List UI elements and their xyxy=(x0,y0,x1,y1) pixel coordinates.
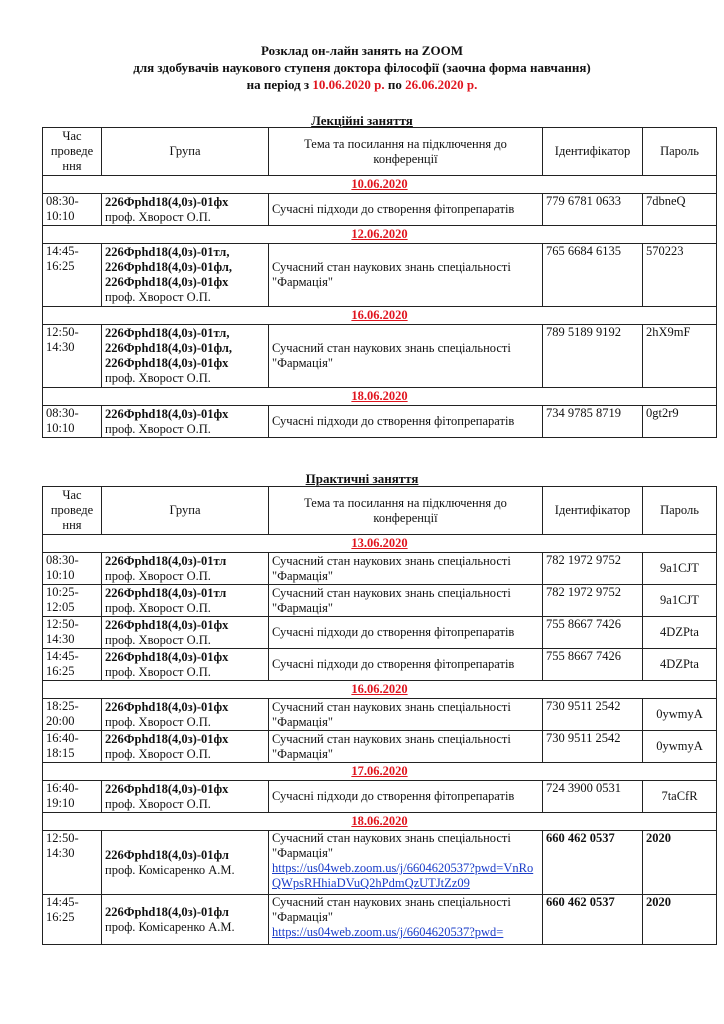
conference-id-cell: 782 1972 9752 xyxy=(543,585,643,617)
group-code: 226Фрhd18(4,0з)-01фх xyxy=(105,699,229,714)
time-cell: 16:40-18:15 xyxy=(43,731,102,763)
teacher-name: проф. Хворост О.П. xyxy=(105,632,211,647)
group-code: 226Фрhd18(4,0з)-01фх xyxy=(105,406,229,421)
password-cell: 9a1CJT xyxy=(643,585,717,617)
column-header-time: Час проведе ння xyxy=(43,487,102,535)
table-row xyxy=(43,585,717,617)
table-row xyxy=(43,895,717,945)
header-period: на період з 10.06.2020 р. по 26.06.2020 р. xyxy=(246,77,478,92)
date-cell: 12.06.2020 xyxy=(43,226,717,244)
column-header-id: Ідентифікатор xyxy=(543,128,643,176)
conference-id-cell: 755 8667 7426 xyxy=(543,617,643,649)
column-header-time: Час проведе ння xyxy=(43,128,102,176)
date-row xyxy=(43,307,717,325)
date-cell: 16.06.2020 xyxy=(43,681,717,699)
group-code: 226Фрhd18(4,0з)-01фх xyxy=(105,194,229,209)
group-code: 226Фрhd18(4,0з)-01фл xyxy=(105,904,229,919)
column-header-group: Група xyxy=(102,487,269,535)
time-cell: 14:45-16:25 xyxy=(43,244,102,307)
table-header-row xyxy=(43,128,717,176)
time-cell: 10:25-12:05 xyxy=(43,585,102,617)
conference-id-cell: 782 1972 9752 xyxy=(543,553,643,585)
date-row xyxy=(43,176,717,194)
group-code: 226Фрhd18(4,0з)-01фл, xyxy=(105,341,232,355)
group-cell xyxy=(102,617,269,649)
column-header-topic: Тема та посилання на підключення до конференції xyxy=(269,487,543,535)
group-code: 226Фрhd18(4,0з)-01тл, xyxy=(105,326,230,340)
password-cell: 7taCfR xyxy=(643,781,717,813)
period-end: 26.06.2020 р. xyxy=(405,77,478,92)
teacher-name: проф. Хворост О.П. xyxy=(105,664,211,679)
practicals-table xyxy=(42,486,717,945)
topic-text: Сучасні підходи до створення фітопрепаратів xyxy=(272,625,515,639)
topic-cell xyxy=(269,731,543,763)
topic-cell xyxy=(269,895,543,945)
topic-text: Сучасні підходи до створення фітопрепаратів xyxy=(272,414,515,428)
table-row xyxy=(43,699,717,731)
group-code: 226Фрhd18(4,0з)-01фл xyxy=(105,847,229,862)
group-code: 226Фрhd18(4,0з)-01тл, xyxy=(105,245,230,259)
date-row xyxy=(43,226,717,244)
time-cell: 12:50-14:30 xyxy=(43,617,102,649)
topic-cell xyxy=(269,781,543,813)
header-title: Розклад он-лайн занять на ZOOM xyxy=(261,43,463,58)
date-row xyxy=(43,388,717,406)
table-row xyxy=(43,649,717,681)
time-cell: 12:50-14:30 xyxy=(43,831,102,895)
topic-text: Сучасні підходи до створення фітопрепаратів xyxy=(272,202,515,216)
time-cell: 08:30-10:10 xyxy=(43,194,102,226)
password-cell: 2020 xyxy=(643,895,717,945)
group-code: 226Фрhd18(4,0з)-01тл xyxy=(105,553,227,568)
teacher-name: проф. Хворост О.П. xyxy=(105,371,211,385)
period-start: 10.06.2020 р. xyxy=(312,77,385,92)
column-header-id: Ідентифікатор xyxy=(543,487,643,535)
password-cell: 0ywmyA xyxy=(643,731,717,763)
lectures-title: Лекційні заняття xyxy=(311,113,413,128)
table-row xyxy=(43,617,717,649)
group-cell xyxy=(102,194,269,226)
password-cell: 570223 xyxy=(643,244,717,307)
time-cell: 14:45-16:25 xyxy=(43,895,102,945)
password-cell: 4DZPta xyxy=(643,617,717,649)
topic-cell xyxy=(269,649,543,681)
group-cell xyxy=(102,895,269,945)
topic-text: Сучасний стан наукових знань спеціальності "Фармація" xyxy=(272,585,511,615)
group-cell xyxy=(102,781,269,813)
topic-cell xyxy=(269,699,543,731)
column-header-group: Група xyxy=(102,128,269,176)
table-row xyxy=(43,325,717,388)
table-row xyxy=(43,781,717,813)
password-cell: 0gt2r9 xyxy=(643,406,717,438)
table-row xyxy=(43,244,717,307)
teacher-name: проф. Хворост О.П. xyxy=(105,421,211,436)
conference-id-cell: 724 3900 0531 xyxy=(543,781,643,813)
group-code: 226Фрhd18(4,0з)-01фх xyxy=(105,356,229,370)
group-cell xyxy=(102,699,269,731)
password-cell: 2020 xyxy=(643,831,717,895)
group-cell xyxy=(102,831,269,895)
topic-cell xyxy=(269,244,543,307)
topic-text: Сучасний стан наукових знань спеціальності "Фармація" xyxy=(272,260,511,289)
date-cell: 18.06.2020 xyxy=(43,813,717,831)
date-cell: 10.06.2020 xyxy=(43,176,717,194)
date-cell: 17.06.2020 xyxy=(43,763,717,781)
table-row xyxy=(43,406,717,438)
group-code: 226Фрhd18(4,0з)-01фх xyxy=(105,649,229,664)
teacher-name: проф. Хворост О.П. xyxy=(105,746,211,761)
table-row xyxy=(43,731,717,763)
date-cell: 16.06.2020 xyxy=(43,307,717,325)
conference-id-cell: 789 5189 9192 xyxy=(543,325,643,388)
conference-id-cell: 734 9785 8719 xyxy=(543,406,643,438)
zoom-link[interactable]: https://us04web.zoom.us/j/6604620537?pwd= xyxy=(272,925,504,939)
topic-text: Сучасні підходи до створення фітопрепаратів xyxy=(272,789,515,803)
date-cell: 13.06.2020 xyxy=(43,535,717,553)
topic-text: Сучасний стан наукових знань спеціальності "Фармація" xyxy=(272,895,511,924)
topic-text: Сучасний стан наукових знань спеціальності "Фармація" xyxy=(272,699,511,729)
group-cell xyxy=(102,731,269,763)
practicals-title: Практичні заняття xyxy=(305,471,419,486)
group-cell xyxy=(102,585,269,617)
conference-id-cell: 730 9511 2542 xyxy=(543,699,643,731)
column-header-topic: Тема та посилання на підключення до конференції xyxy=(269,128,543,176)
group-cell xyxy=(102,406,269,438)
table-row xyxy=(43,194,717,226)
topic-text: Сучасні підходи до створення фітопрепаратів xyxy=(272,657,515,671)
document-header xyxy=(0,42,724,93)
teacher-name: проф. Хворост О.П. xyxy=(105,600,211,615)
zoom-link[interactable]: https://us04web.zoom.us/j/6604620537?pwd=VnRoQWpsRHhiaDVuQ2hPdmQzUTJtZz09 xyxy=(272,861,534,890)
date-row xyxy=(43,681,717,699)
password-cell: 9a1CJT xyxy=(643,553,717,585)
table-row xyxy=(43,831,717,895)
conference-id-cell: 765 6684 6135 xyxy=(543,244,643,307)
teacher-name: проф. Хворост О.П. xyxy=(105,290,211,304)
topic-cell xyxy=(269,194,543,226)
topic-cell xyxy=(269,617,543,649)
conference-id-cell: 755 8667 7426 xyxy=(543,649,643,681)
conference-id-cell: 660 462 0537 xyxy=(543,831,643,895)
group-code: 226Фрhd18(4,0з)-01фх xyxy=(105,731,229,746)
group-cell xyxy=(102,649,269,681)
teacher-name: проф. Хворост О.П. xyxy=(105,714,211,729)
group-code: 226Фрhd18(4,0з)-01фх xyxy=(105,617,229,632)
date-cell: 18.06.2020 xyxy=(43,388,717,406)
time-cell: 16:40-19:10 xyxy=(43,781,102,813)
table-header-row xyxy=(43,487,717,535)
conference-id-cell: 730 9511 2542 xyxy=(543,731,643,763)
teacher-name: проф. Хворост О.П. xyxy=(105,209,211,224)
topic-cell xyxy=(269,553,543,585)
topic-cell xyxy=(269,406,543,438)
header-subtitle: для здобувачів наукового ступеня доктора філософії (заочна форма навчання) xyxy=(133,60,591,75)
topic-cell xyxy=(269,831,543,895)
topic-text: Сучасний стан наукових знань спеціальності "Фармація" xyxy=(272,553,511,583)
group-code: 226Фрhd18(4,0з)-01фх xyxy=(105,275,229,289)
time-cell: 14:45-16:25 xyxy=(43,649,102,681)
table-row xyxy=(43,553,717,585)
topic-text: Сучасний стан наукових знань спеціальності "Фармація" xyxy=(272,831,511,860)
group-cell xyxy=(102,553,269,585)
lectures-table xyxy=(42,127,717,438)
date-row xyxy=(43,535,717,553)
password-cell: 0ywmyA xyxy=(643,699,717,731)
teacher-name: проф. Хворост О.П. xyxy=(105,568,211,583)
topic-cell xyxy=(269,585,543,617)
conference-id-cell: 779 6781 0633 xyxy=(543,194,643,226)
time-cell: 08:30-10:10 xyxy=(43,553,102,585)
password-cell: 4DZPta xyxy=(643,649,717,681)
topic-text: Сучасний стан наукових знань спеціальності "Фармація" xyxy=(272,731,511,761)
teacher-name: проф. Комісаренко А.М. xyxy=(105,862,235,877)
group-code: 226Фрhd18(4,0з)-01фл, xyxy=(105,260,232,274)
password-cell: 2hX9mF xyxy=(643,325,717,388)
teacher-name: проф. Комісаренко А.М. xyxy=(105,919,235,934)
topic-cell xyxy=(269,325,543,388)
time-cell: 08:30-10:10 xyxy=(43,406,102,438)
group-cell xyxy=(102,325,269,388)
group-cell xyxy=(102,244,269,307)
topic-text: Сучасний стан наукових знань спеціальності "Фармація" xyxy=(272,341,511,370)
teacher-name: проф. Хворост О.П. xyxy=(105,796,211,811)
column-header-password: Пароль xyxy=(643,128,717,176)
date-row xyxy=(43,763,717,781)
column-header-password: Пароль xyxy=(643,487,717,535)
group-code: 226Фрhd18(4,0з)-01фх xyxy=(105,781,229,796)
password-cell: 7dbneQ xyxy=(643,194,717,226)
conference-id-cell: 660 462 0537 xyxy=(543,895,643,945)
group-code: 226Фрhd18(4,0з)-01тл xyxy=(105,585,227,600)
time-cell: 18:25-20:00 xyxy=(43,699,102,731)
time-cell: 12:50-14:30 xyxy=(43,325,102,388)
date-row xyxy=(43,813,717,831)
